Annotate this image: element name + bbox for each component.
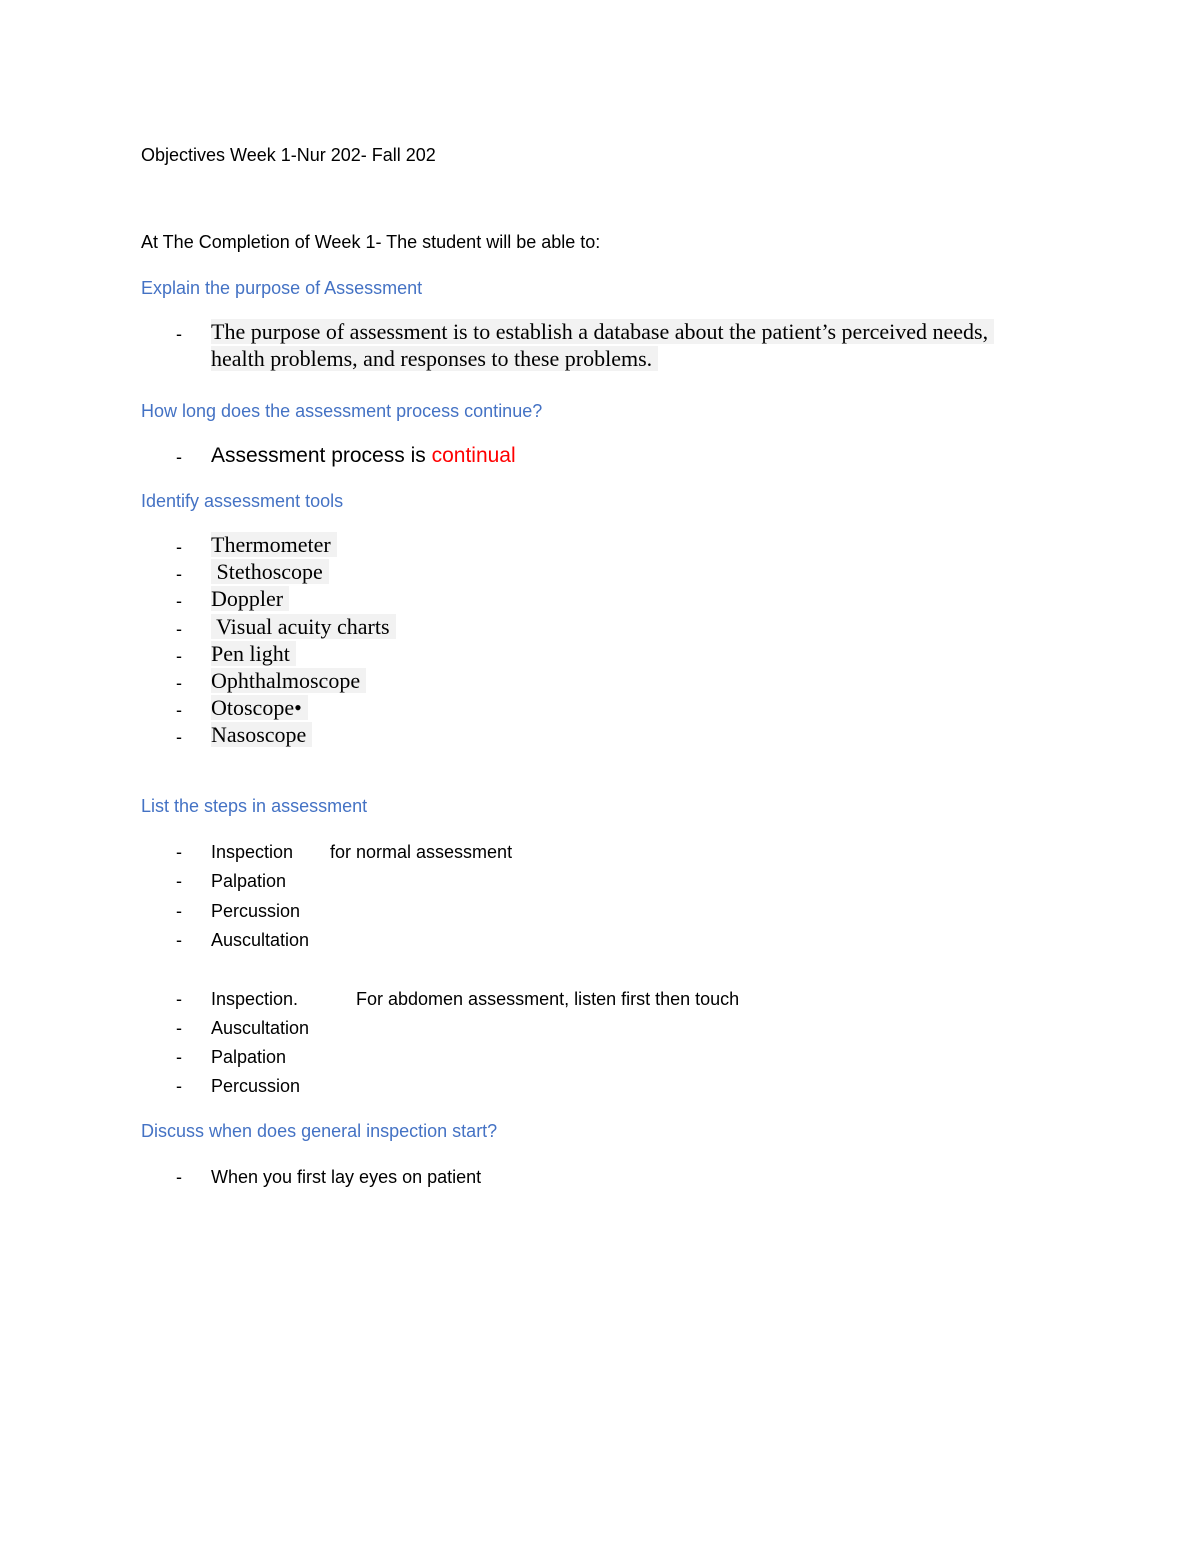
duration-answer-emphasis: continual xyxy=(431,444,516,467)
purpose-text-line-2: health problems, and responses to these problems. xyxy=(211,348,658,370)
step-item: Percussion xyxy=(211,901,301,921)
heading-tools: Identify assessment tools xyxy=(141,491,344,511)
step-item: Auscultation xyxy=(211,930,310,950)
purpose-text-line-1: The purpose of assessment is to establish a database about the patient’s perceived needs, xyxy=(211,321,994,343)
step-item: Auscultation xyxy=(211,1018,310,1038)
step-item: Inspection xyxy=(211,842,294,862)
bullet-dash: - xyxy=(176,871,182,891)
document-title: Objectives Week 1-Nur 202- Fall 202 xyxy=(141,145,436,165)
tool-item: Pen light xyxy=(211,643,296,665)
step-item: Inspection. xyxy=(211,989,299,1009)
bullet-dash: - xyxy=(176,537,182,557)
step-item: Palpation xyxy=(211,871,287,891)
bullet-dash: - xyxy=(176,646,182,666)
bullet-dash: - xyxy=(176,930,182,950)
tool-item: Otoscope• xyxy=(211,697,308,719)
abdomen-assessment-note: For abdomen assessment, listen first then touch xyxy=(356,989,740,1009)
heading-duration: How long does the assessment process continue? xyxy=(141,401,543,421)
bullet-dash: - xyxy=(176,989,182,1009)
heading-general-inspection: Discuss when does general inspection start? xyxy=(141,1121,498,1141)
tool-item: Doppler xyxy=(211,588,289,610)
bullet-dash: - xyxy=(176,901,182,921)
bullet-dash: - xyxy=(176,564,182,584)
bullet-dash: - xyxy=(176,1167,182,1187)
bullet-dash: - xyxy=(176,591,182,611)
bullet-dash: - xyxy=(176,324,182,344)
tool-item: Ophthalmoscope xyxy=(211,670,366,692)
bullet-dash: - xyxy=(176,1076,182,1096)
bullet-dash: - xyxy=(176,619,182,639)
bullet-dash: - xyxy=(176,842,182,862)
tool-item: Stethoscope xyxy=(211,561,329,583)
heading-steps: List the steps in assessment xyxy=(141,796,368,816)
heading-purpose: Explain the purpose of Assessment xyxy=(141,278,423,298)
duration-answer xyxy=(211,445,516,466)
bullet-dash: - xyxy=(176,700,182,720)
general-inspection-answer: When you first lay eyes on patient xyxy=(211,1167,482,1187)
step-item: Palpation xyxy=(211,1047,287,1067)
tool-item: Thermometer xyxy=(211,534,337,556)
tool-item: Visual acuity charts xyxy=(211,616,396,638)
bullet-dash: - xyxy=(176,727,182,747)
tool-item: Nasoscope xyxy=(211,724,312,746)
duration-answer-prefix: Assessment process is xyxy=(211,444,426,467)
normal-assessment-note: for normal assessment xyxy=(330,842,513,862)
bullet-dash: - xyxy=(176,1018,182,1038)
step-item: Percussion xyxy=(211,1076,301,1096)
intro-text: At The Completion of Week 1- The student will be able to: xyxy=(141,232,601,252)
bullet-dash: - xyxy=(176,673,182,693)
bullet-dash: - xyxy=(176,447,182,467)
bullet-dash: - xyxy=(176,1047,182,1067)
